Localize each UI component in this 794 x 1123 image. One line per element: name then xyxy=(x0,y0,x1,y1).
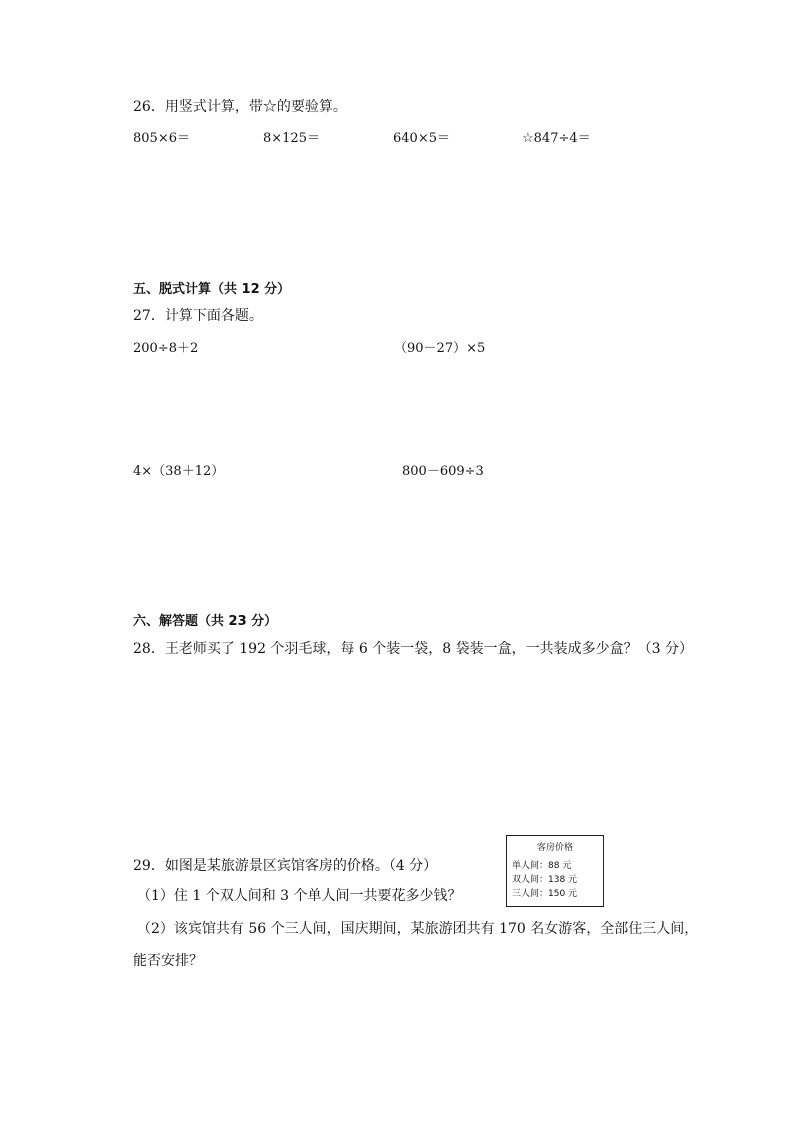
q26-item-3: 640×5＝ xyxy=(393,131,450,146)
section6-heading: 六、解答题（共 23 分） xyxy=(133,614,278,629)
q27-item-1: 200÷8＋2 xyxy=(133,341,199,356)
q28-text: 28．王老师买了 192 个羽毛球，每 6 个装一袋，8 袋装一盒，一共装成多少盒？（3 分） xyxy=(133,641,693,657)
q29-sub2-line2: 能否安排？ xyxy=(133,953,203,969)
q26-item-1: 805×6＝ xyxy=(133,131,190,146)
price-row-triple: 三人间：150 元 xyxy=(512,889,578,899)
q27-item-2: （90－27）×5 xyxy=(394,341,486,356)
q29-sub2-line1: （2）该宾馆共有 56 个三人间，国庆期间，某旅游团共有 170 名女游客，全部住三人间， xyxy=(137,921,699,937)
q27-title: 27．计算下面各题。 xyxy=(133,308,263,324)
q26-item-2: 8×125＝ xyxy=(263,131,320,146)
q29-sub1: （1）住 1 个双人间和 3 个单人间一共要花多少钱？ xyxy=(137,888,462,904)
q26-item-4: ☆847÷4＝ xyxy=(522,131,591,146)
q26-title: 26．用竖式计算，带☆的要验算。 xyxy=(133,99,347,115)
price-row-double: 双人间：138 元 xyxy=(512,875,578,885)
price-box-title: 客房价格 xyxy=(536,843,573,853)
q27-item-3: 4×（38＋12） xyxy=(133,464,225,479)
price-row-single: 单人间：88 元 xyxy=(512,861,572,871)
q29-title: 29．如图是某旅游景区宾馆客房的价格。（4 分） xyxy=(133,858,438,874)
room-price-box xyxy=(506,835,604,907)
q27-item-4: 800－609÷3 xyxy=(402,464,484,479)
section5-heading: 五、脱式计算（共 12 分） xyxy=(133,282,291,297)
